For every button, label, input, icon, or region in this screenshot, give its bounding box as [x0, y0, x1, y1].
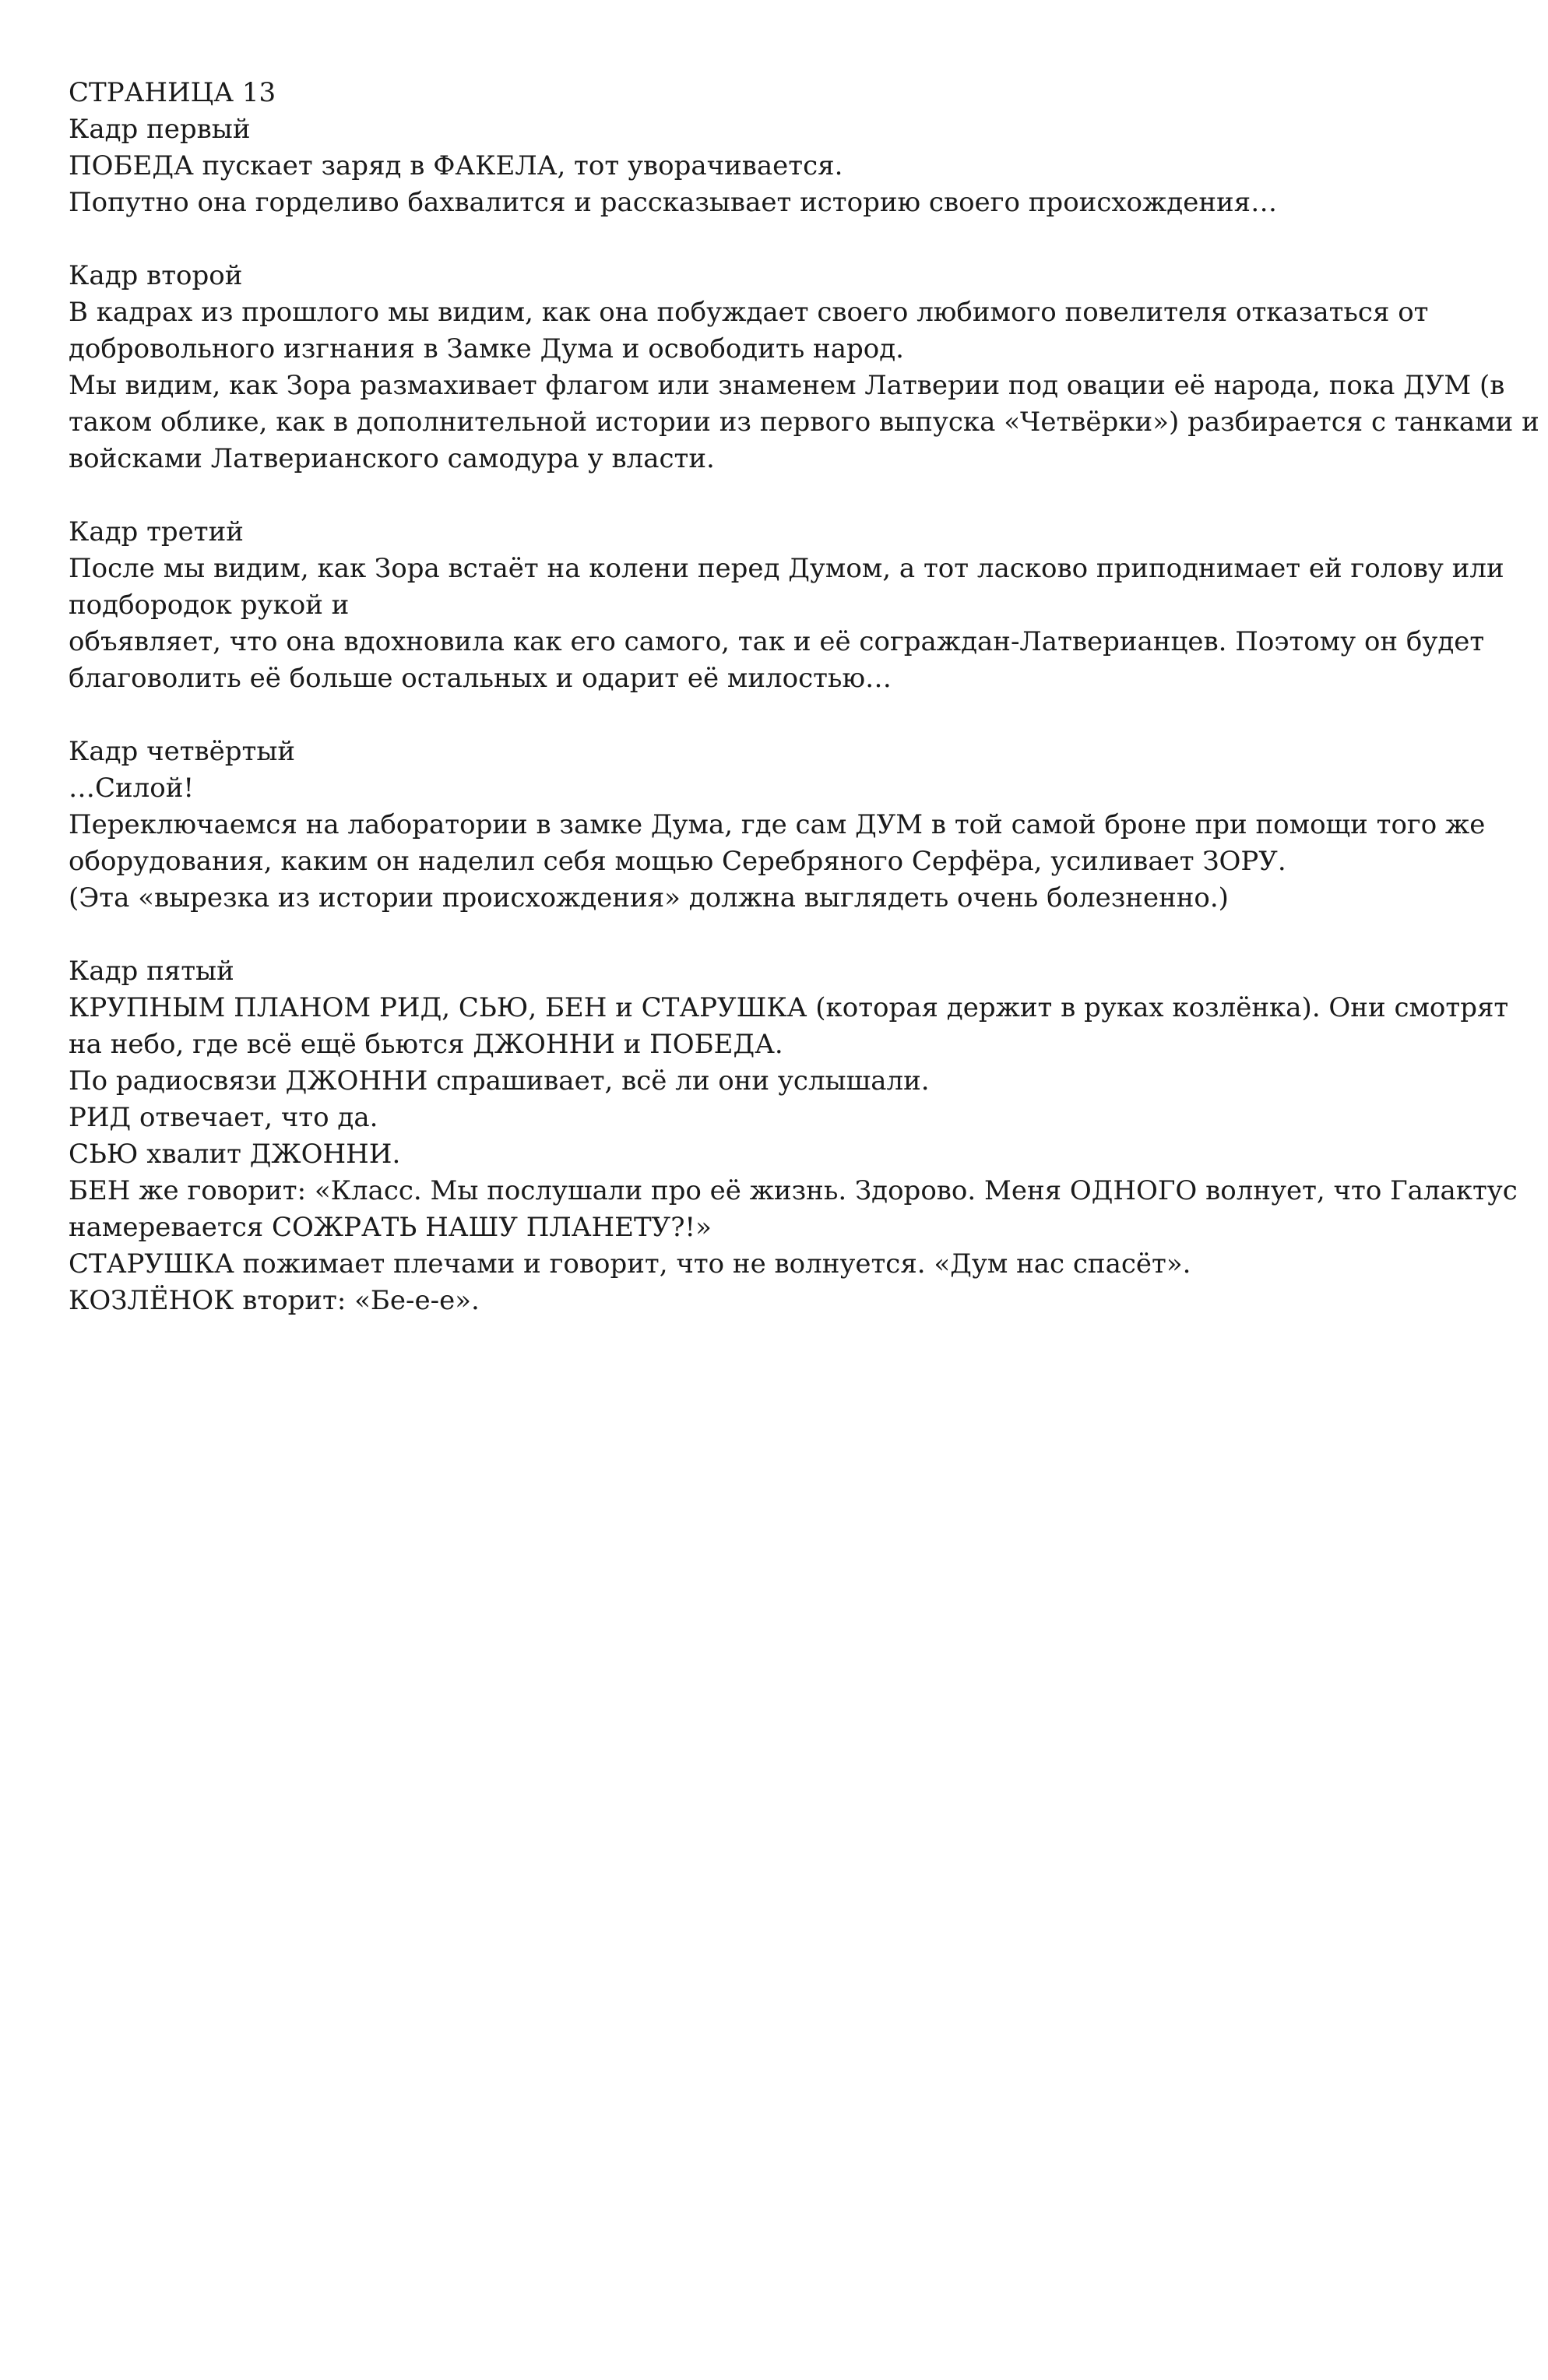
panel-text-line: Переключаемся на лаборатории в замке Дума, где сам ДУМ в той самой броне при помощи того же [69, 809, 1486, 840]
panel-text-line: После мы видим, как Зора встаёт на колени перед Думом, а тот ласково приподнимает ей голову или [69, 553, 1504, 584]
panel-text-line: СЬЮ хвалит ДЖОННИ. [69, 1139, 401, 1170]
panel-5 [69, 953, 1518, 1319]
panel-text-line: Попутно она горделиво бахвалится и рассказывает историю своего происхождения… [69, 187, 1278, 218]
paragraph-gap [69, 221, 1479, 258]
panel-text-line: (Эта «вырезка из истории происхождения» должна выглядеть очень болезненно.) [69, 882, 1229, 914]
panel-text-line: войсками Латверианского самодура у власти. [69, 443, 715, 474]
paragraph-gap [69, 917, 1479, 953]
panel-3 [69, 514, 1504, 697]
panel-1 [69, 111, 1479, 221]
paragraph-gap [69, 477, 1479, 514]
panel-text-line: Мы видим, как Зора размахивает флагом или знаменем Латверии под овации её народа, пока ДУМ (в [69, 370, 1505, 401]
panel-text-line: СТАРУШКА пожимает плечами и говорит, что не волнуется. «Дум нас спасёт». [69, 1248, 1191, 1280]
panel-text-line: В кадрах из прошлого мы видим, как она побуждает своего любимого повелителя отказаться от [69, 297, 1429, 328]
panel-text-line: объявляет, что она вдохновила как его самого, так и её сограждан-Латверианцев. Поэтому он будет [69, 626, 1485, 657]
paragraph-gap [69, 697, 1479, 734]
panel-text-line: …Силой! [69, 773, 195, 804]
panel-text-line: РИД отвечает, что да. [69, 1102, 378, 1133]
panel-text-line: КРУПНЫМ ПЛАНОМ РИД, СЬЮ, БЕН и СТАРУШКА (которая держит в руках козлёнка). Они смотрят [69, 992, 1509, 1023]
panel-text-line: КОЗЛЁНОК вторит: «Бе-е-е». [69, 1285, 480, 1316]
panel-text-line: По радиосвязи ДЖОННИ спрашивает, всё ли они услышали. [69, 1065, 930, 1097]
panel-text-line: добровольного изгнания в Замке Дума и освободить народ. [69, 333, 904, 364]
panel-text-line: таком облике, как в дополнительной истории из первого выпуска «Четвёрки») разбирается с танками и [69, 407, 1539, 438]
panel-text-line: ПОБЕДА пускает заряд в ФАКЕЛА, тот уворачивается. [69, 150, 843, 181]
panel-text-line: подбородок рукой и [69, 590, 350, 621]
panel-text-line: благоволить её больше остальных и одарит её милостью… [69, 663, 892, 694]
panel-4 [69, 734, 1486, 917]
panel-title: Кадр второй [69, 260, 243, 291]
panel-2 [69, 258, 1539, 477]
panel-text-line: на небо, где всё ещё бьются ДЖОННИ и ПОБЕДА. [69, 1029, 783, 1060]
panel-title: Кадр третий [69, 516, 244, 547]
panel-title: Кадр пятый [69, 956, 234, 987]
panel-text-line: оборудования, каким он наделил себя мощью Серебряного Серфёра, усиливает ЗОРУ. [69, 846, 1286, 877]
script-page [69, 75, 1539, 1319]
page-heading: СТРАНИЦА 13 [69, 77, 276, 108]
panel-title: Кадр четвёртый [69, 736, 296, 767]
panel-text-line: БЕН же говорит: «Класс. Мы послушали про её жизнь. Здорово. Меня ОДНОГО волнует, что Галактус [69, 1175, 1518, 1206]
panel-title: Кадр первый [69, 114, 251, 145]
panel-text-line: намеревается СОЖРАТЬ НАШУ ПЛАНЕТУ?!» [69, 1212, 712, 1243]
